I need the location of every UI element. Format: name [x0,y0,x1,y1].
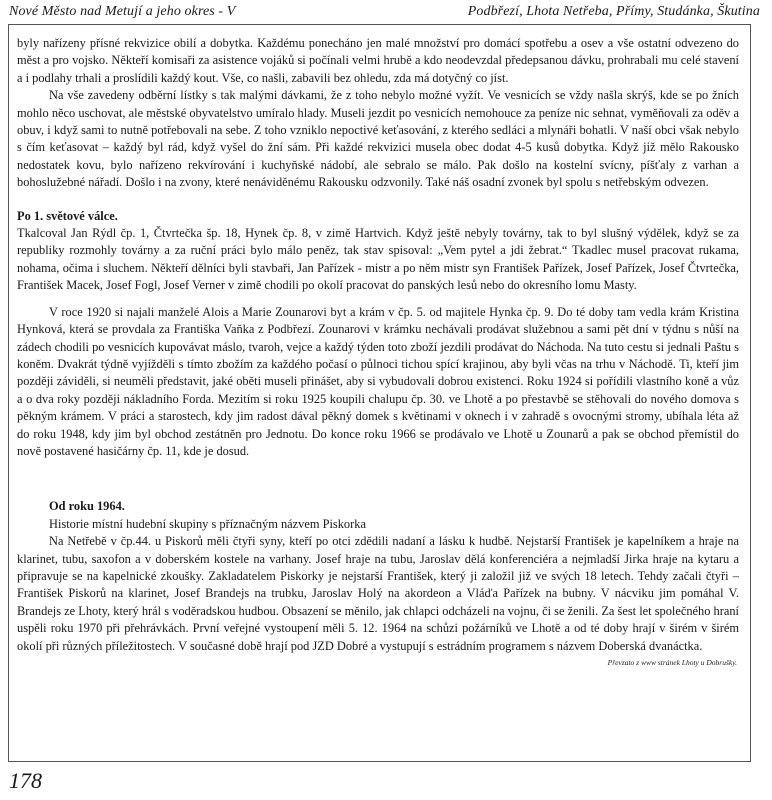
section-band-intro [17,498,739,533]
page-body [17,35,739,669]
running-header [0,0,772,24]
header-book-title: Nové Město nad Metují a jeho okres - V [9,4,236,19]
paragraph-piskorka-history: Na Netřebě v čp.44. u Piskorů měli čtyři syny, kteří po otci zdědili nadaní a lásku k hudbě. Nejstarší František je kapelníkem a hraje na klarinet, tubu, saxofon a v doberském kostele na varhany. Josef hraje na tubu, Jaroslav dělá konferenciéra a nejmladší Jirka hraje na kytaru a připravuje se na kapelnické zkoušky. Zakladatelem Piskorky je nejstarší František, který ji založil již ve svých 18 letech. Tehdy začali čtyři – František Piskorů na klarinet, Josef Brandejs na trubku, Jaroslav Holý na akordeon a Vláďa Pařízek na bubny. V nácviku jim pomáhal V. Brandejs ze Lhoty, který hrál s voděradskou hudbou. Obsazení se měnilo, jak chlapci odcházeli na vojnu, či se ženili. Za šest let společného hraní uspěli roku 1970 při přehrávkách. První veřejné vystoupení měli 5. 12. 1964 na schůzi požárníků ve Lhotě a od té doby hrají v širém v širém okolí při různých příležitostech. V současné době hrají pod JZD Dobré a vystupují s estrádním programem s názvem Doberská dvanáctka. [17,534,739,653]
paragraph-ration-cards: Na vše zavedeny odběrní lístky s tak malými dávkami, že z toho nebylo možné vyžít. Ve vesnicích se vždy našla skrýš, kde se po žních mohlo něco uschovat, ale městské obyvatelstvo umíralo hlady. Museli jezdit po vesnicích nemohouce za peníze nic sehnat, vyměňovali za oděv a obuv, i když sami to nutně potřebovali na sebe. Z toho vzniklo nepoctivé keťasování, z kterého sedláci a mlynáři bohatli. V naší obci však nebylo s čím keťasovat – každý byl rád, když vyšel do žní sám. Při každé rekvizici musela obec dodat 4-5 kusů dobytka. Když již mělo Rakousko nedostatek kovu, bylo nařízeno rekvírování i kuchyňské nádobí, ale sebralo se málo. Pak došlo na kostelní svícny, píšťaly z varhan a bohoslužebné nářadí. Došlo i na zvony, které nenáviděnému Rakousku odzvonily. Také náš osadní zvonek byl spolu s netřebským odvezen. [17,88,739,190]
section-subheading-piskorka: Historie místní hudební skupiny s příznačným názvem Piskorka [49,516,366,531]
paragraph-weavers: Tkalcoval Jan Rýdl čp. 1, Čtvrtečka šp. 18, Hynek čp. 8, v zimě Hartvich. Když ještě nebyly továrny, tak to byl slušný výdělek, když se za republiky rozmohly továrny a za ruční práci bylo málo peněz, tak stav spisoval: „Vem pytel a jdi žebrat.“ Tkadlec musel pracovat rukama, nohama, očima i sluchem. Někteří dělníci byli stavbaři, Jan Pařízek - mistr a po něm mistr syn František Pařízek, Josef Pařízek, Josef Čtvrtečka, František Macek, Josef Fogl, Josef Verner v zimě chodili po okolí pracovat do panských lesů nebo do okresního lomu Masty. [17,226,739,293]
source-note: Převzato z www stránek Lhoty u Dobrušky. [607,658,737,667]
page-number: 178 [9,768,42,793]
section-heading-since-1964: Od roku 1964. [49,499,125,514]
paragraph-zounar-shop: V roce 1920 si najali manželé Alois a Marie Zounarovi byt a krám v čp. 5. od majitele Hynka čp. 9. Do té doby tam vedla krám Kristina Hynková, která se provdala za Františka Vaňka z Podbřezí. Zounarovi v krámku nechávali prodávat služebnou a sami pět dní v týdnu s nůší na zádech chodili po vesnicích kupovávat máslo, tvaroh, vejce a každý týden toto zboží jezdili prodávat do Náchoda. Na tuto cestu si jednali Paštu s koněm. Dvakrát týdně vyjížděli s tímto zbožím za každého počasí o půlnoci tichou spící krajinou, aby byli včas na trhu v Náchodě. Ti, kteří jim později záviděli, si neuměli představit, jaké oběti museli přinášet, aby si vybudovali dobrou existenci. Roku 1924 si pořídili vlastního koně a vůz a o dva roky později nákladního Forda. Mezitím si roku 1925 koupili chalupu čp. 30. ve Lhotě a po přestavbě se stěhovali do nového domova s pěkným krámem. V práci a starostech, kdy jim radost dával pěkný domek s květinami v oknech i v zahradě s ovocnými stromy, ubíhala léta až do roku 1948, kdy jim byl obchod zestátněn pro Jednotu. Do konce roku 1966 se prodávalo ve Lhotě u Zounarů a pak se obchod přemístil do nově postavené hasičárny čp. 11, kde je dosud. [17,304,739,458]
section-heading-after-ww1: Po 1. světové válce. [17,208,118,223]
header-chapter-title: Podbřezí, Lhota Netřeba, Přímy, Studánka, Škutina [467,4,760,19]
paragraph-requisitions: byly nařízeny přísné rekvizice obilí a dobytka. Každému ponecháno jen malé množství pro domácí spotřebu a osev a vše ostatní odvezeno do měst a pro vojsko. Někteří komisaři za asistence vojáků si počínali velmi hrubě a kdo neodevzdal předepsanou dávku, prohrabali mu celé stavení a i podlahy trhali a proslídili každý kout. Vše, co našli, zabavili bez ohledu, zda má dotyčný co jíst. [17,36,739,85]
